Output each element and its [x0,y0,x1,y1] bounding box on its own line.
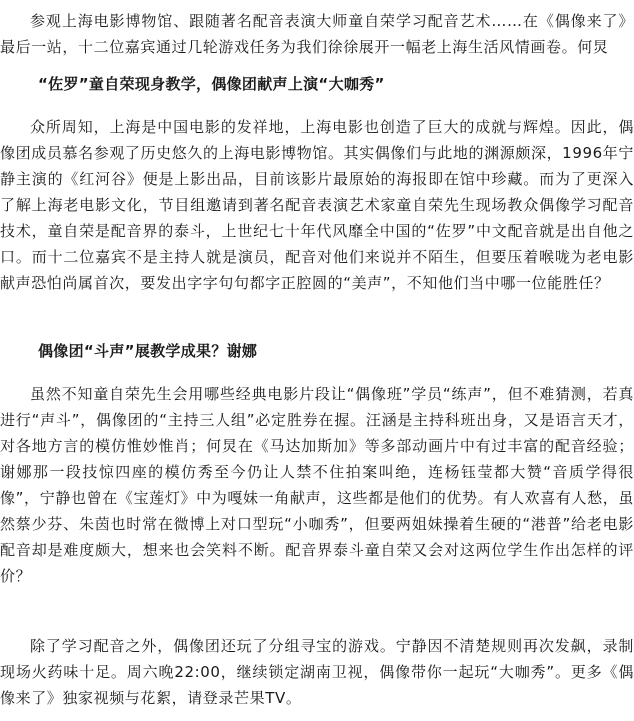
paragraph-2: 虽然不知童自荣先生会用哪些经典电影片段让“偶像班”学员“练声”，但不难猜测，若真进行“声斗”，偶像团的“主持三人组”必定胜券在握。汪涵是主持科班出身，又是语言天才，对各地方言的模仿惟妙惟肖；何炅在《马达加斯加》等多部动画片中有过丰富的配音经验；谢娜那一段技惊四座的模仿秀至今仍让人禁不住拍案叫绝，连杨钰莹都大赞“音质学得很像”，宁静也曾在《宝莲灯》中为嘎妹一角献声，这些都是他们的优势。有人欢喜有人愁，虽然蔡少芬、朱茵也时常在微博上对口型玩“小咖秀”，但要两姐妹操着生硬的“港普”给老电影配音却是难度颇大，想来也会笑料不断。配音界泰斗童自荣又会对这两位学生作出怎样的评价？ [0,385,634,585]
section-heading-1: “佐罗”童自荣现身教学，偶像团献声上演“大咖秀” [38,75,385,93]
paragraph-1: 众所周知，上海是中国电影的发祥地，上海电影也创造了巨大的成就与辉煌。因此，偶像团成员慕名参观了历史悠久的上海电影博物馆。其实偶像们与此地的渊源颇深，1996年宁静主演的《红河谷》便是上影出品，目前该影片最原始的海报即在馆中珍藏。而为了更深入了解上海老电影文化，节目组邀请到著名配音表演艺术家童自荣先生现场教众偶像学习配音技术，童自荣是配音界的泰斗，上世纪七十年代风靡全中国的“佐罗”中文配音就是出自他之口。而十二位嘉宾不是主持人就是演员，配音对他们来说并不陌生，但要压着喉咙为老电影献声恐怕尚属首次，要发出字字句句都字正腔圆的“美声”，不知他们当中哪一位能胜任？ [0,118,634,292]
paragraph-intro: 参观上海电影博物馆、跟随著名配音表演大师童自荣学习配音艺术……在《偶像来了》最后一站，十二位嘉宾通过几轮游戏任务为我们徐徐展开一幅老上海生活风情画卷。何炅 [0,12,634,56]
section-heading-2: 偶像团“斗声”展教学成果？谢娜 [38,342,258,360]
paragraph-3: 除了学习配音之外，偶像团还玩了分组寻宝的游戏。宁静因不清楚规则再次发飙，录制现场火药味十足。周六晚22:00，继续锁定湖南卫视，偶像带你一起玩“大咖秀”。更多《偶像来了》独家视频与花絮，请登录芒果TV。 [0,637,634,707]
